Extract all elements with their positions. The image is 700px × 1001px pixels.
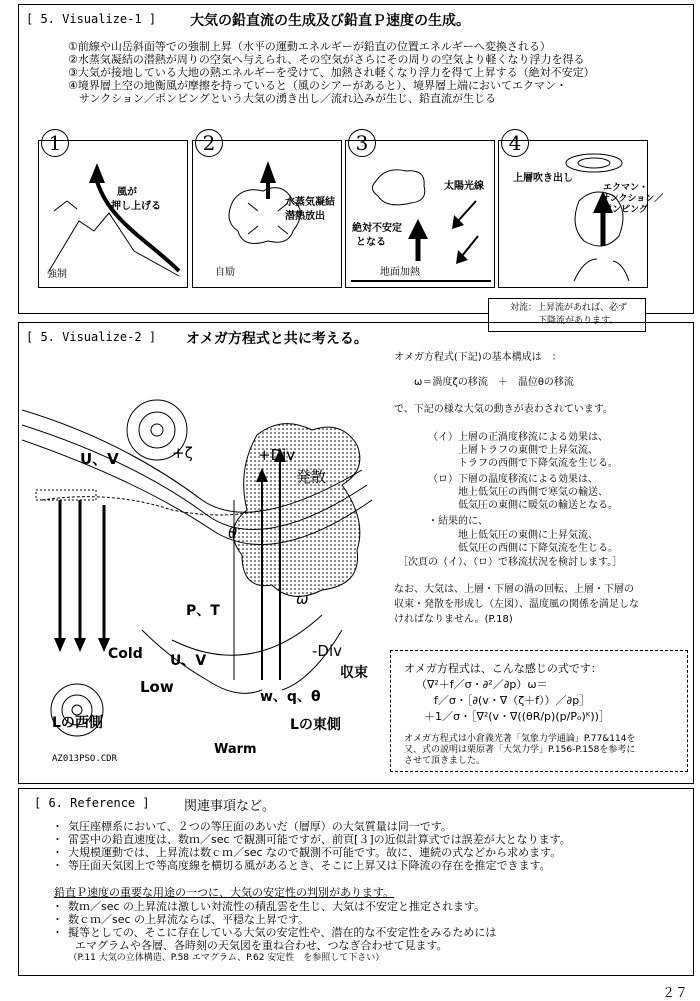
diagram-warm: Warm (214, 742, 257, 757)
diagram-west-side: Lの西側 (52, 715, 103, 731)
diagram-divergence: 発散 (296, 468, 327, 486)
explain-line-7: （ロ）下層の温度移流による効果は、 (428, 474, 598, 485)
diagram-low: Low (140, 678, 174, 696)
panel-3-label-c: となる (356, 237, 386, 248)
section2-tag: [ 5. Visualize-2 ] (26, 330, 157, 344)
diagram-minus-div: -Div (312, 642, 343, 660)
diagram-filename: AZ013PSO.CDR (52, 754, 118, 764)
diagram-plus-div: +Div (258, 446, 296, 464)
panel-2-caption: 自励 (215, 267, 235, 278)
section1-line-5: サンクション／ポンピングという大気の湧き出し／流れ込みが生じ、鉛直流が生じる (68, 92, 497, 105)
diagram-omega: ω (296, 590, 309, 608)
explain-line-15: 収束・発散を形成し（左図）、温度風の関係を満足しな (394, 599, 639, 610)
explain-line-8: 地上低気圧の西側で寒気の輸送、 (458, 487, 608, 498)
panel-forced-ascent-drawing (39, 141, 189, 289)
formula-line-2: f／σ・［∂(v・∇（ζ＋f））／∂p］ (434, 694, 591, 707)
explain-line-5: 上層トラフの東側で上昇気流、 (458, 445, 598, 456)
panel-1-number: 1 (41, 129, 69, 157)
diagram-east-side: Lの東側 (290, 717, 341, 733)
diagram-convergence: 収束 (340, 665, 368, 681)
reference-item: ・ 大規模運動では、上昇流は数ｃｍ／sec なので観測不可能です。故に、連続の式などから求めます。 (52, 846, 571, 859)
diagram-plus-zeta: +ζ (172, 444, 193, 462)
panel-1-label-b: 押し上げる (111, 201, 161, 212)
reference-list-2 (52, 900, 496, 939)
page-number: ２７ (662, 986, 689, 1001)
explain-line-13: ［次頁の（イ）、（ロ）で移流状況を検討します。］ (398, 557, 623, 568)
panel-4-number: 4 (501, 129, 529, 157)
explain-line-3: で、下記の様な大気の動きが表わされています。 (394, 404, 613, 415)
panel-3-caption: 地面加熱 (380, 267, 420, 278)
diagram-pt: P、T (186, 603, 220, 619)
reference-item: ・ 数ｃｍ／sec の上昇流ならば、平穏な上昇です。 (52, 913, 496, 926)
section2-title: オメガ方程式と共に考える。 (186, 331, 368, 347)
reference-item: ・ 擬等としての、そこに存在している大気の安定性や、潜在的な不安定性をみるためには (52, 926, 496, 939)
panel-2-label-a: 水蒸気凝結 (285, 197, 335, 208)
section3-title: 関連事項など。 (184, 799, 276, 814)
panel-ekman-pumping (498, 131, 664, 288)
panel-4-label-d: ポンピング (603, 205, 648, 215)
panel-4-label-c: サンクション／ (601, 194, 664, 204)
convection-note-line-1: 対流：上昇流があれば、必ず (510, 303, 628, 313)
reference-list-1 (52, 820, 571, 872)
section1-line-3: ③大気が接地している大地の熱エネルギーを受けて、加熱され軽くなり浮力を得て上昇する（絶対不安定） (68, 66, 595, 79)
panel-3-label-b: 絶対不安定 (352, 223, 402, 234)
panel-2-number: 2 (195, 129, 223, 157)
formula-ref-2: 又、式の説明は栗原著「大気力学」P.156-P.158を参考に (404, 745, 636, 755)
section1-line-4: ④境界層上空の地衡風が摩擦を持っていると（風のシアーがあると）、境界層上端においてエクマン・ (68, 79, 568, 92)
explain-line-1: オメガ方程式(下記)の基本構成は ： (394, 352, 562, 363)
explain-line-12: 低気圧の西側に下降気流を生じる。 (458, 543, 618, 554)
panel-forced-ascent (38, 131, 188, 288)
explain-line-14: なお、大気は、上層・下層の渦の回転、上層・下層の (394, 584, 634, 595)
explain-line-2: ω＝渦度ζの移流 ＋ 温位θの移流 (414, 377, 574, 388)
diagram-cold: Cold (108, 646, 143, 662)
section1-title: 大気の鉛直流の生成及び鉛直Ｐ速度の生成。 (190, 13, 470, 29)
reference-item: ・ 数ｍ／sec の上昇流は激しい対流性の積乱雲を生じ、大気は不安定と推定されます。 (52, 900, 496, 913)
explain-line-11: 地上低気圧の東側に上昇気流、 (458, 530, 598, 541)
formula-ref-3: させて頂きました。 (404, 756, 486, 766)
panel-3-number: 3 (348, 129, 376, 157)
panel-surface-heating (345, 131, 495, 288)
section1-tag: [ 5. Visualize-1 ] (26, 12, 157, 26)
reference-continuation-1: エマグラムや各層、各時刻の天気図を重ね合わせ、つなぎ合わせて見ます。 (64, 939, 448, 952)
reference-continuation-2: （P.11 大気の立体構造、P.58 エマグラム、P.62 安定性 を参照して下さい） (64, 953, 385, 963)
section1-line-2: ②水蒸気凝結の潜熱が周りの空気へ与えられ、その空気がさらにその周りの空気より軽くなり浮力を得る (68, 53, 585, 66)
panel-latent-heat (192, 131, 342, 288)
diagram-uv-lower: U、V (170, 653, 207, 669)
panel-1-label-a: 風が (117, 187, 137, 198)
panel-3-label-a: 太陽光線 (444, 181, 484, 192)
convection-note-line-2: 下降流があります。 (538, 316, 619, 326)
section3-tag: [ 6. Reference ] (34, 796, 150, 810)
formula-line-3: ＋1／σ・［∇²(v・∇((θR/p)(p/Pₒ)ᴷ))］ (424, 710, 610, 723)
reference-lead: 鉛直Ｐ速度の重要な用途の一つに、大気の安定性の判別があります。 (54, 886, 395, 899)
diagram-wqt: w、q、θ (260, 689, 321, 705)
reference-item: ・ 等圧面天気図上で等高度線を横切る風があるとき、そこに上昇又は下降流の存在を推定できます。 (52, 859, 571, 872)
explain-line-4: （イ）上層の正渦度移流による効果は、 (428, 432, 608, 443)
diagram-uv-upper: U、V (80, 450, 119, 468)
reference-item: ・ 気圧座標系において、２つの等圧面のあいだ（層厚）の大気質量は同一です。 (52, 820, 571, 833)
panel-4-label-a: 上層吹き出し (513, 173, 573, 184)
explain-line-10: ・結果的に、 (428, 516, 488, 527)
panel-2-label-b: 潜熱放出 (285, 211, 325, 222)
omega-diagram (22, 360, 382, 760)
formula-ref-1: オメガ方程式は小倉義光著「気象力学通論」P.77&114を (404, 734, 636, 744)
panel-4-label-b: エクマン・ (603, 183, 649, 193)
reference-item: ・ 雷雲中の鉛直速度は、数ｍ／sec で観測可能ですが、前頁[３]の近似計算式では誤差が大となります。 (52, 833, 571, 846)
panel-1-caption: 強制 (47, 269, 67, 280)
explain-line-9: 低気圧の東側に暖気の輸送となる。 (458, 500, 618, 511)
section1-line-1: ①前線や山岳斜面等での強制上昇（水平の運動エネルギーが鉛直の位置エネルギーへ変換される） (68, 40, 551, 53)
explain-line-16: ければなりません。(P.18) (394, 614, 513, 625)
panel-surface-heating-drawing (346, 141, 496, 289)
diagram-theta: θ (228, 524, 238, 542)
formula-line-1: （∇²＋f／σ・∂²／∂p）ω＝ (416, 678, 548, 691)
formula-intro: オメガ方程式は、こんな感じの式です： (404, 662, 602, 675)
explain-line-6: トラフの西側で下降気流を生じる。 (458, 458, 618, 469)
